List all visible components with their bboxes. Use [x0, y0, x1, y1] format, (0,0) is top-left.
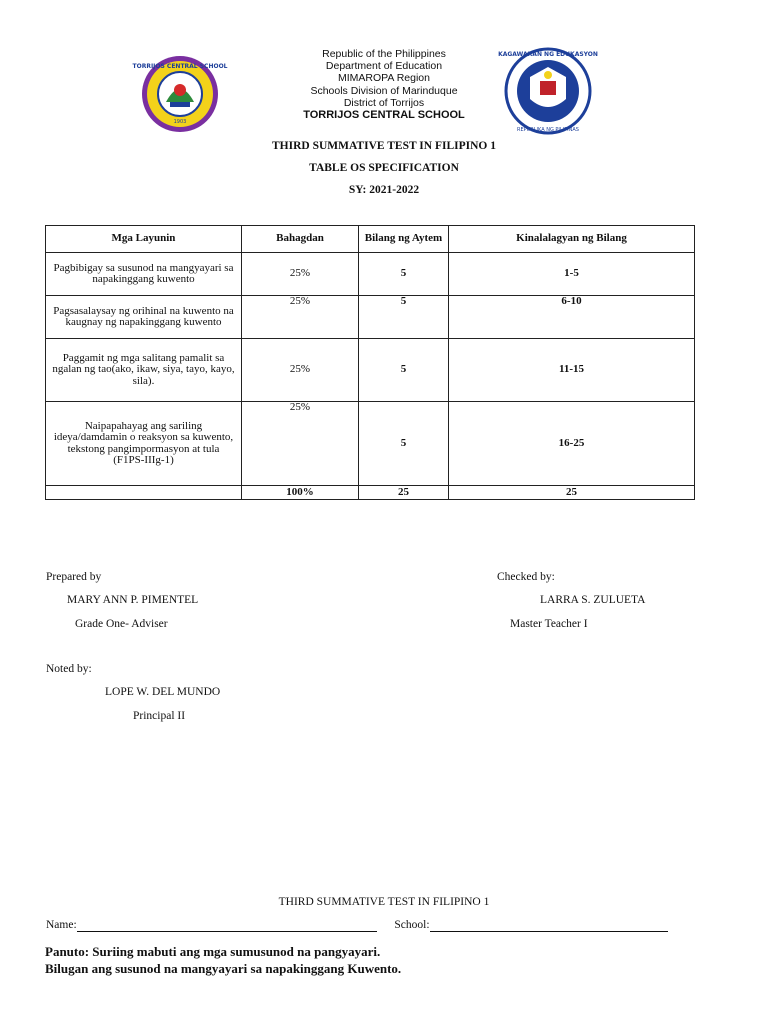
letterhead-line: Department of Education — [325, 60, 443, 73]
letterhead-line: MIMAROPA Region — [337, 72, 430, 85]
prepared-label: Prepared by — [46, 571, 102, 583]
cell-layunin: Pagbibigay sa susunod na mangyayari sa napakinggang kuwento — [46, 253, 242, 296]
cell-aytem: 5 — [359, 253, 449, 296]
school-logo-text: TORRIJOS CENTRAL SCHOOL — [132, 63, 228, 70]
cell-bahagdan: 25% — [242, 339, 359, 402]
school-label: School: — [394, 919, 430, 931]
school-logo — [132, 54, 228, 134]
cell-total-blank — [46, 486, 242, 500]
header-layunin: Mga Layunin — [46, 226, 242, 253]
cell-layunin — [46, 402, 242, 486]
cell-aytem: 5 — [359, 339, 449, 402]
cell-aytem: 5 — [359, 402, 449, 486]
letterhead-line: Schools Division of Marinduque — [310, 84, 458, 97]
header-aytem: Bilang ng Aytem — [359, 226, 449, 253]
total-aytem: 25 — [359, 486, 449, 500]
cell-kinalalagyan: 1-5 — [449, 253, 695, 296]
prepared-title: Grade One- Adviser — [75, 618, 168, 630]
cell-layunin: Pagsasalaysay ng orihinal na kuwento na kaugnay ng napakinggang kuwento — [46, 296, 242, 339]
table-row — [46, 402, 695, 486]
checked-label: Checked by: — [497, 571, 555, 583]
cell-kinalalagyan: 11-15 — [449, 339, 695, 402]
letterhead-line: District of Torrijos — [343, 96, 425, 109]
name-school-row — [46, 919, 706, 932]
document-subtitle: TABLE OS SPECIFICATION — [309, 162, 459, 174]
name-label: Name: — [46, 919, 77, 931]
prepared-name: MARY ANN P. PIMENTEL — [67, 594, 199, 606]
competency-code: (F1PS-IIIg-1) — [113, 454, 174, 466]
instruction-line: Panuto: Suriing mabuti ang mga sumusunod na pangyayari. — [45, 944, 381, 959]
cell-bahagdan: 25% — [242, 253, 359, 296]
letterhead — [234, 48, 534, 121]
instruction-line: Bilugan ang susunod na mangyayari sa napakinggang Kuwento. — [45, 961, 402, 976]
school-logo-year: 1903 — [173, 119, 187, 125]
letterhead-line: Republic of the Philippines — [322, 48, 446, 60]
layunin-text: Naipapahayag ang sariling ideya/damdamin o reaksyon sa kuwento, tekstong pangimpormasyon at tula — [53, 419, 234, 455]
cell-kinalalagyan: 6-10 — [449, 296, 695, 339]
table-total-row — [46, 486, 695, 500]
school-field[interactable] — [430, 919, 668, 932]
table-row — [46, 296, 695, 339]
total-kinalalagyan: 25 — [449, 486, 695, 500]
seal-top-text: KAGAWARAN NG EDUKASYON — [498, 51, 598, 58]
cell-bahagdan: 25% — [242, 402, 359, 486]
name-field[interactable] — [77, 919, 377, 932]
cell-kinalalagyan: 16-25 — [449, 402, 695, 486]
letterhead-school: TORRIJOS CENTRAL SCHOOL — [303, 109, 465, 122]
checked-title: Master Teacher I — [510, 618, 588, 630]
deped-seal — [498, 47, 598, 135]
noted-title: Principal II — [133, 710, 186, 722]
noted-name: LOPE W. DEL MUNDO — [105, 686, 221, 698]
cell-bahagdan: 25% — [242, 296, 359, 339]
test-title: THIRD SUMMATIVE TEST IN FILIPINO 1 — [278, 896, 490, 908]
document-title: THIRD SUMMATIVE TEST IN FILIPINO 1 — [272, 140, 496, 152]
cell-aytem: 5 — [359, 296, 449, 339]
header-bahagdan: Bahagdan — [242, 226, 359, 253]
specification-table — [45, 225, 695, 500]
school-year: SY: 2021-2022 — [348, 184, 420, 196]
instructions — [45, 943, 401, 977]
cell-layunin: Paggamit ng mga salitang pamalit sa ngalan ng tao(ako, ikaw, siya, tayo, kayo, sila). — [46, 339, 242, 402]
noted-label: Noted by: — [46, 663, 92, 675]
table-row — [46, 253, 695, 296]
table-row — [46, 339, 695, 402]
total-bahagdan: 100% — [242, 486, 359, 500]
header-kinalalagyan: Kinalalagyan ng Bilang — [449, 226, 695, 253]
table-header-row — [46, 226, 695, 253]
seal-bottom-text: REPUBLIKA NG PILIPINAS — [517, 127, 579, 133]
checked-name: LARRA S. ZULUETA — [540, 594, 646, 606]
